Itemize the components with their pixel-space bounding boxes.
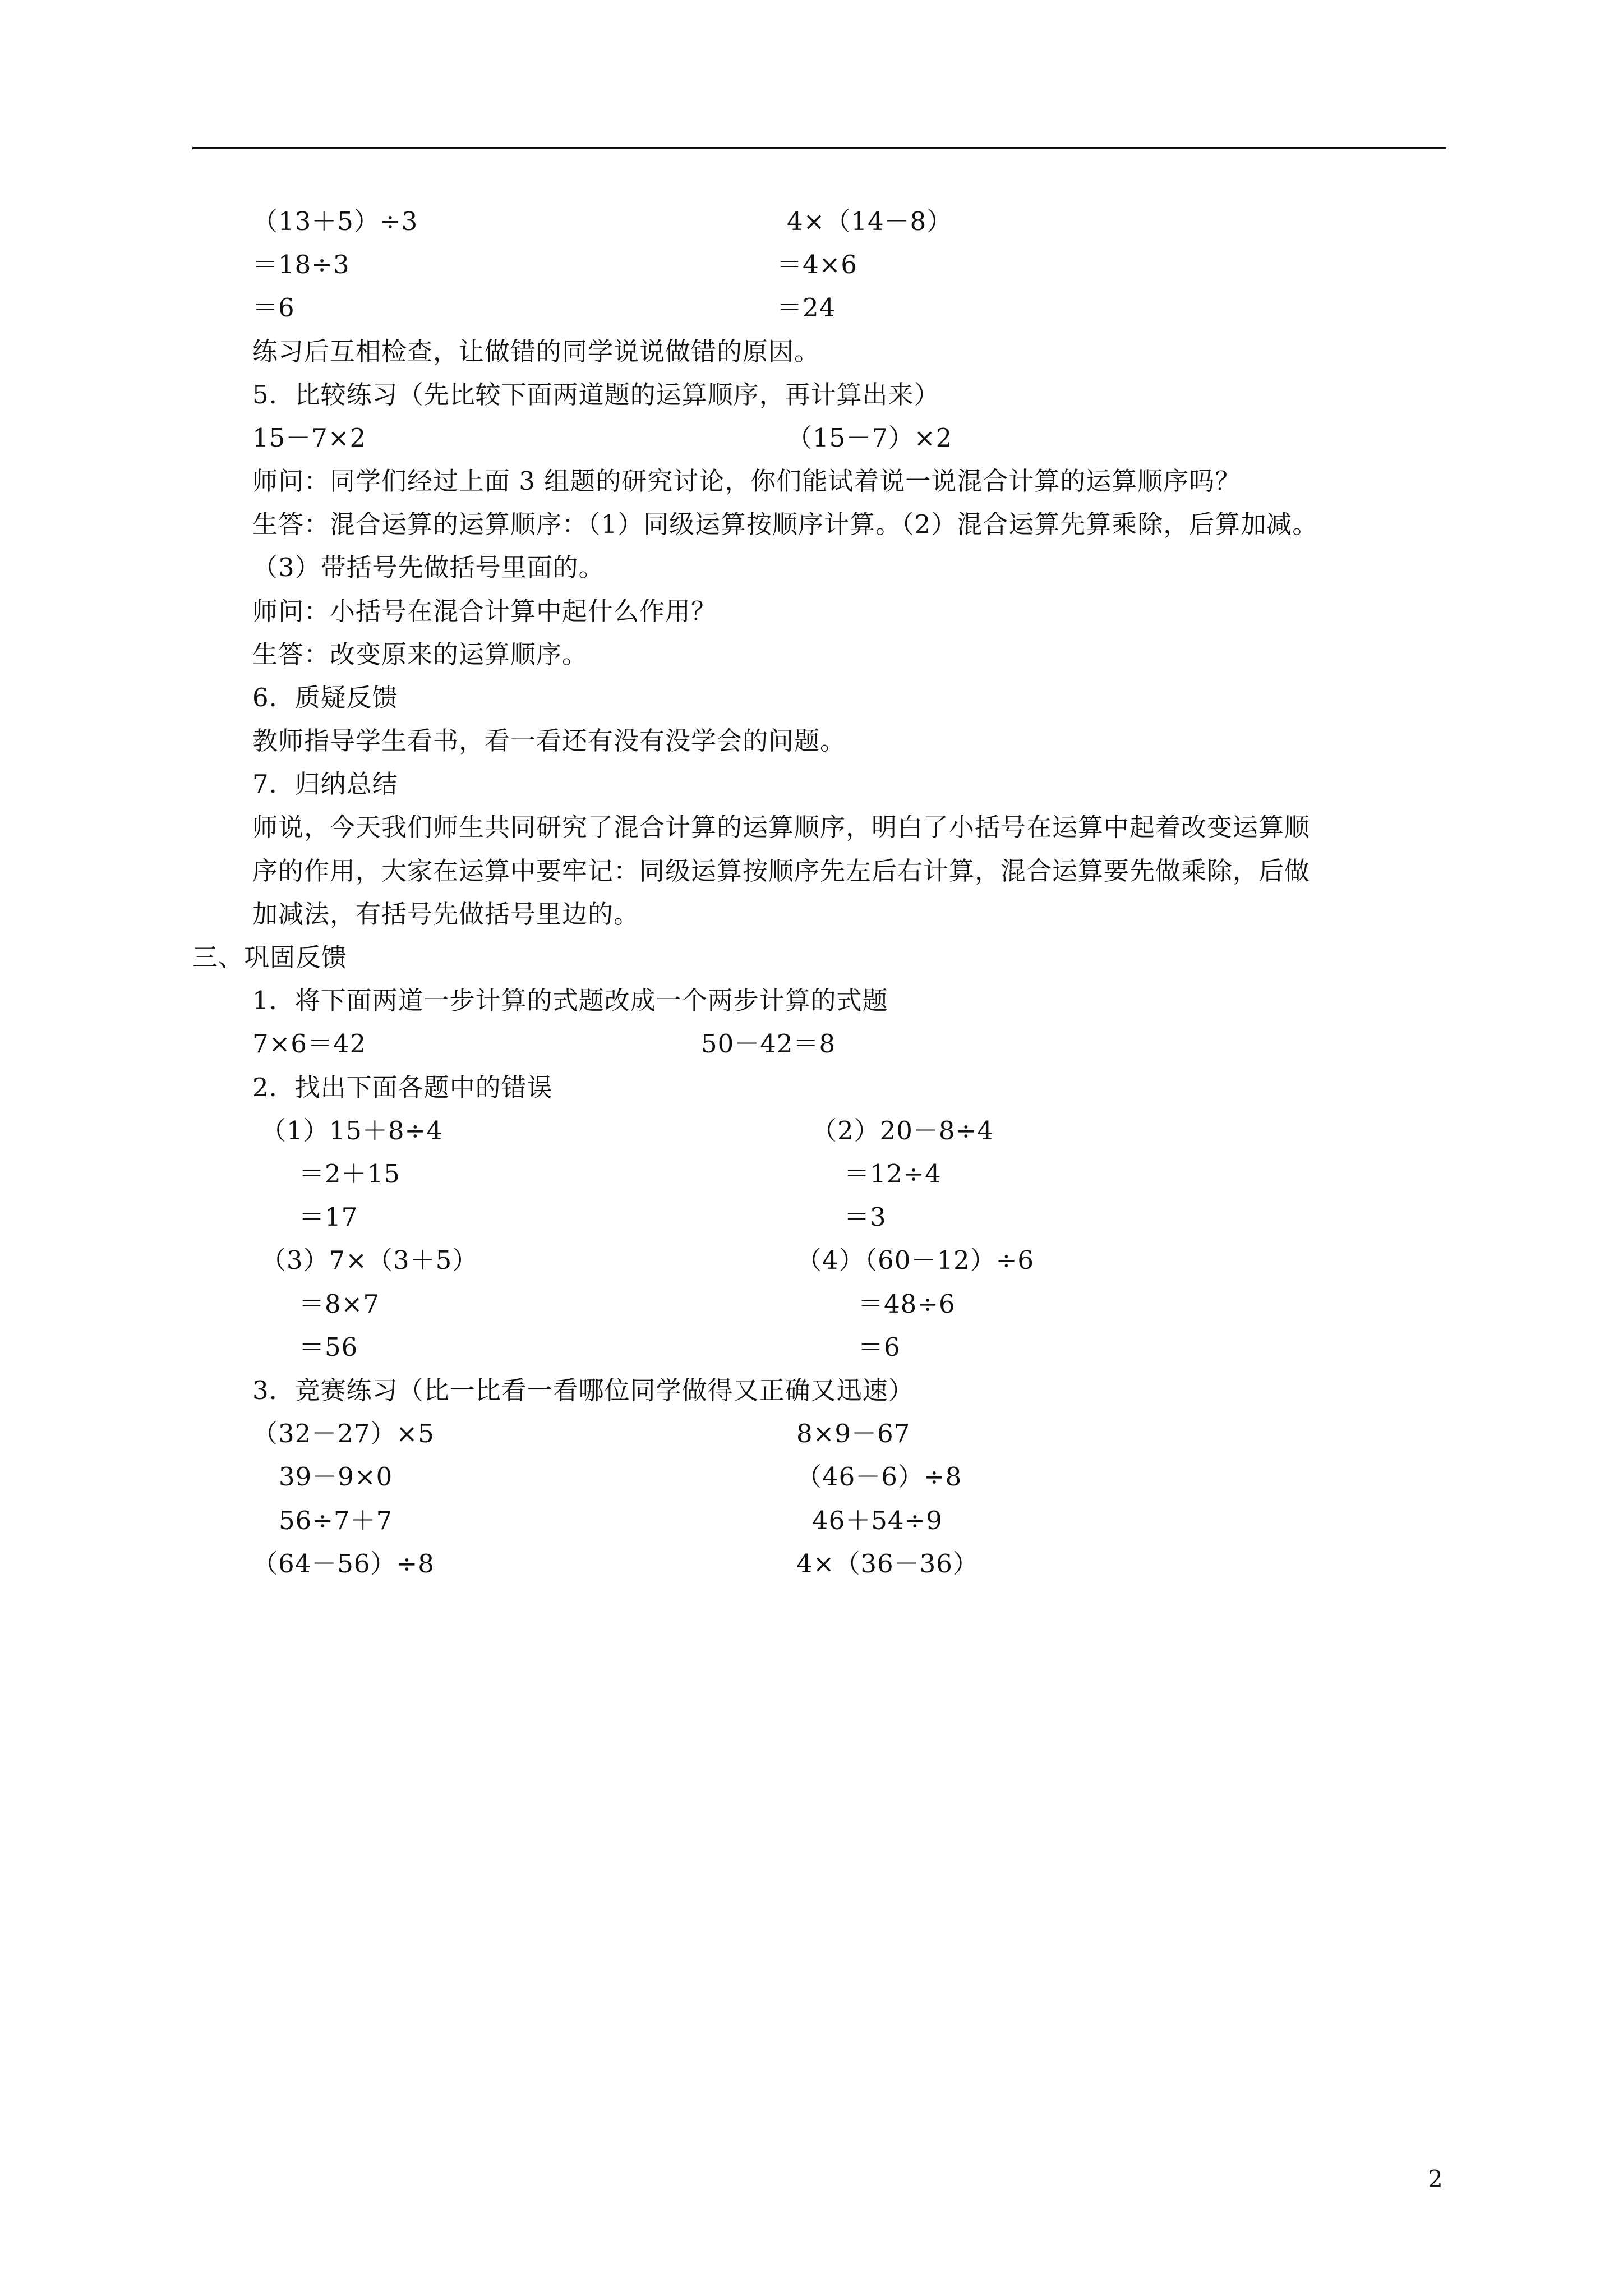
text-line: 1．将下面两道一步计算的式题改成一个两步计算的式题 bbox=[252, 986, 888, 1015]
text-line: 教师指导学生看书，看一看还有没有没学会的问题。 bbox=[252, 726, 846, 756]
text-line: ＝8×7 bbox=[299, 1289, 380, 1319]
text-line: 加减法，有括号先做括号里边的。 bbox=[252, 899, 640, 929]
text-line: 46＋54÷9 bbox=[812, 1506, 943, 1535]
text-line: 3．竞赛练习（比一比看一看哪位同学做得又正确又迅速） bbox=[252, 1375, 914, 1405]
text-line: 师说，今天我们师生共同研究了混合计算的运算顺序，明白了小括号在运算中起着改变运算顺 bbox=[252, 812, 1311, 842]
text-line: 4×（36－36） bbox=[796, 1549, 979, 1579]
text-line: 三、巩固反馈 bbox=[192, 942, 348, 972]
text-line: ＝18÷3 bbox=[252, 250, 350, 279]
text-line: （2）20－8÷4 bbox=[811, 1116, 994, 1145]
text-line: （1）15＋8÷4 bbox=[261, 1116, 443, 1145]
text-line: 6．质疑反馈 bbox=[252, 683, 398, 712]
text-line: ＝56 bbox=[299, 1332, 358, 1362]
text-line: 4×（14－8） bbox=[787, 206, 953, 236]
text-line: （13＋5）÷3 bbox=[252, 206, 418, 236]
text-line: （3）7×（3＋5） bbox=[261, 1245, 478, 1275]
text-line: ＝4×6 bbox=[777, 250, 857, 279]
text-line: （32－27）×5 bbox=[252, 1419, 435, 1448]
text-line: 39－9×0 bbox=[279, 1462, 393, 1492]
page-number: 2 bbox=[1428, 2165, 1444, 2193]
text-line: 生答：改变原来的运算顺序。 bbox=[252, 639, 588, 669]
text-line: ＝6 bbox=[858, 1332, 901, 1362]
text-line: 师问：同学们经过上面 3 组题的研究讨论，你们能试着说一说混合计算的运算顺序吗？ bbox=[252, 466, 1241, 496]
text-line: 5．比较练习（先比较下面两道题的运算顺序，再计算出来） bbox=[252, 380, 940, 409]
text-line: 生答：混合运算的运算顺序：（1）同级运算按顺序计算。（2）混合运算先算乘除，后算加减。 bbox=[252, 509, 1318, 539]
text-line: ＝48÷6 bbox=[858, 1289, 956, 1319]
text-line: 8×9－67 bbox=[796, 1419, 911, 1448]
text-line: ＝2＋15 bbox=[299, 1159, 400, 1189]
header-rule bbox=[192, 147, 1446, 149]
text-line: 56÷7＋7 bbox=[279, 1506, 393, 1535]
text-line: ＝3 bbox=[844, 1202, 887, 1232]
text-line: 练习后互相检查，让做错的同学说说做错的原因。 bbox=[252, 337, 820, 366]
text-line: ＝6 bbox=[252, 293, 295, 323]
text-line: （64－56）÷8 bbox=[252, 1549, 435, 1579]
text-line: 50－42＝8 bbox=[701, 1029, 836, 1059]
text-line: 序的作用，大家在运算中要牢记：同级运算按顺序先左后右计算，混合运算要先做乘除，后做 bbox=[252, 856, 1311, 886]
text-line: （46－6）÷8 bbox=[796, 1462, 962, 1492]
text-line: 师问：小括号在混合计算中起什么作用？ bbox=[252, 596, 717, 626]
text-line: ＝24 bbox=[777, 293, 836, 323]
text-line: （4）（60－12）÷6 bbox=[796, 1245, 1034, 1275]
text-line: 2．找出下面各题中的错误 bbox=[252, 1073, 553, 1102]
text-line: （15－7）×2 bbox=[787, 423, 953, 453]
text-line: 15－7×2 bbox=[252, 423, 367, 453]
text-line: ＝12÷4 bbox=[844, 1159, 942, 1189]
text-line: 7×6＝42 bbox=[252, 1029, 367, 1059]
text-line: 7．归纳总结 bbox=[252, 769, 398, 799]
text-line: ＝17 bbox=[299, 1202, 358, 1232]
text-line: （3）带括号先做括号里面的。 bbox=[252, 553, 605, 582]
